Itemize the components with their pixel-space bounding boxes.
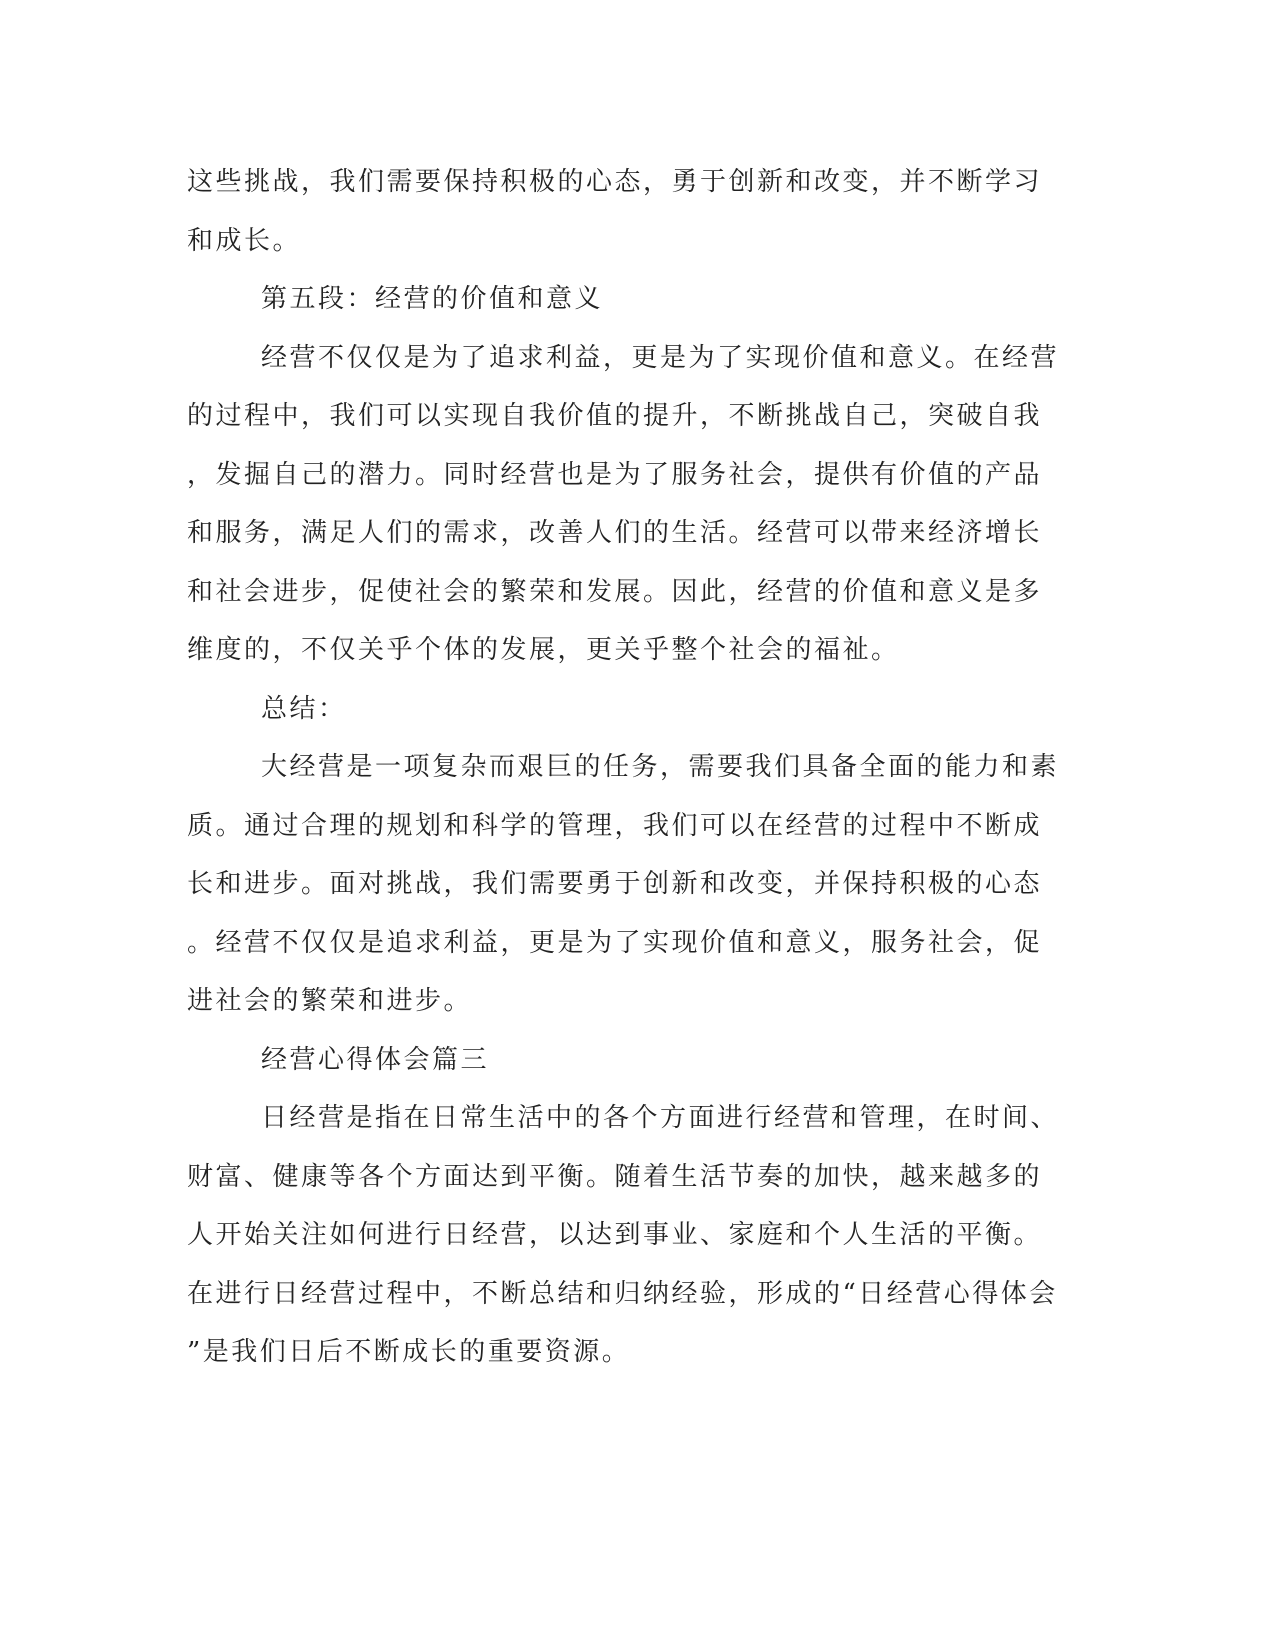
text-line: 长和进步。面对挑战，我们需要勇于创新和改变，并保持积极的心态 bbox=[187, 869, 1043, 899]
text-line: 大经营是一项复杂而艰巨的任务，需要我们具备全面的能力和素 bbox=[261, 752, 1060, 782]
text-line: 维度的，不仅关乎个体的发展，更关乎整个社会的福祉。 bbox=[187, 635, 900, 665]
text-line: ，发掘自己的潜力。同时经营也是为了服务社会，提供有价值的产品 bbox=[187, 460, 1043, 490]
section-heading: 总结： bbox=[261, 694, 347, 724]
text-line: 人开始关注如何进行日经营，以达到事业、家庭和个人生活的平衡。 bbox=[187, 1220, 1043, 1250]
text-line: 和服务，满足人们的需求，改善人们的生活。经营可以带来经济增长 bbox=[187, 518, 1043, 548]
text-line: 财富、健康等各个方面达到平衡。随着生活节奏的加快，越来越多的 bbox=[187, 1162, 1043, 1192]
text-line: 这些挑战，我们需要保持积极的心态，勇于创新和改变，并不断学习 bbox=[187, 167, 1043, 197]
text-line: 质。通过合理的规划和科学的管理，我们可以在经营的过程中不断成 bbox=[187, 811, 1043, 841]
text-line: 的过程中，我们可以实现自我价值的提升，不断挑战自己，突破自我 bbox=[187, 401, 1043, 431]
text-line: 进社会的繁荣和进步。 bbox=[187, 986, 473, 1016]
text-line: 在进行日经营过程中，不断总结和归纳经验，形成的“日经营心得体会 bbox=[187, 1279, 1058, 1309]
text-line: 。经营不仅仅是追求利益，更是为了实现价值和意义，服务社会，促 bbox=[187, 928, 1043, 958]
text-line: ”是我们日后不断成长的重要资源。 bbox=[187, 1337, 631, 1367]
text-line: 日经营是指在日常生活中的各个方面进行经营和管理，在时间、 bbox=[261, 1103, 1060, 1133]
section-heading: 经营心得体会篇三 bbox=[261, 1045, 490, 1075]
text-line: 经营不仅仅是为了追求利益，更是为了实现价值和意义。在经营 bbox=[261, 343, 1060, 373]
text-line: 和社会进步，促使社会的繁荣和发展。因此，经营的价值和意义是多 bbox=[187, 577, 1043, 607]
section-heading: 第五段：经营的价值和意义 bbox=[261, 284, 604, 314]
text-line: 和成长。 bbox=[187, 226, 302, 256]
